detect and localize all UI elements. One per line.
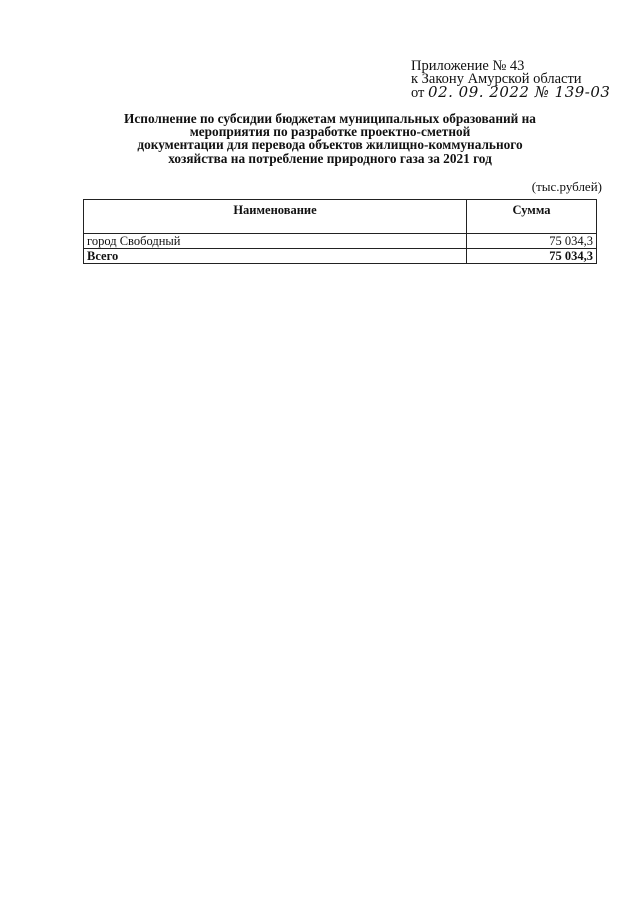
handwritten-date-number: 02. 09. 2022 № 139-03 (428, 83, 611, 101)
header-sum: Сумма (467, 200, 597, 234)
row-name: город Свободный (84, 234, 467, 249)
title-line-2: мероприятия по разработке проектно-сметной (189, 124, 471, 140)
appendix-number: Приложение № 43 (411, 58, 525, 74)
header-name: Наименование (84, 200, 467, 234)
table-header-row (84, 200, 597, 234)
row-sum: 75 034,3 (467, 234, 597, 249)
total-name: Всего (84, 249, 467, 264)
units-label: (тыс.рублей) (531, 179, 602, 194)
total-row (84, 249, 597, 264)
title-line-1: Исполнение по субсидии бюджетам муниципальных образований на (124, 111, 536, 126)
appendix-date-line (411, 83, 611, 101)
date-prefix: от (411, 85, 425, 101)
total-sum: 75 034,3 (467, 249, 597, 264)
title-line-3: документации для перевода объектов жилищно-коммунального (137, 137, 523, 153)
table-row (84, 234, 597, 249)
data-table (83, 199, 597, 264)
appendix-header (411, 60, 610, 100)
title-line-4: хозяйства на потребление природного газа за 2021 год (168, 150, 492, 166)
appendix-law-ref: к Закону Амурской области (411, 71, 582, 87)
document-title (70, 112, 590, 165)
